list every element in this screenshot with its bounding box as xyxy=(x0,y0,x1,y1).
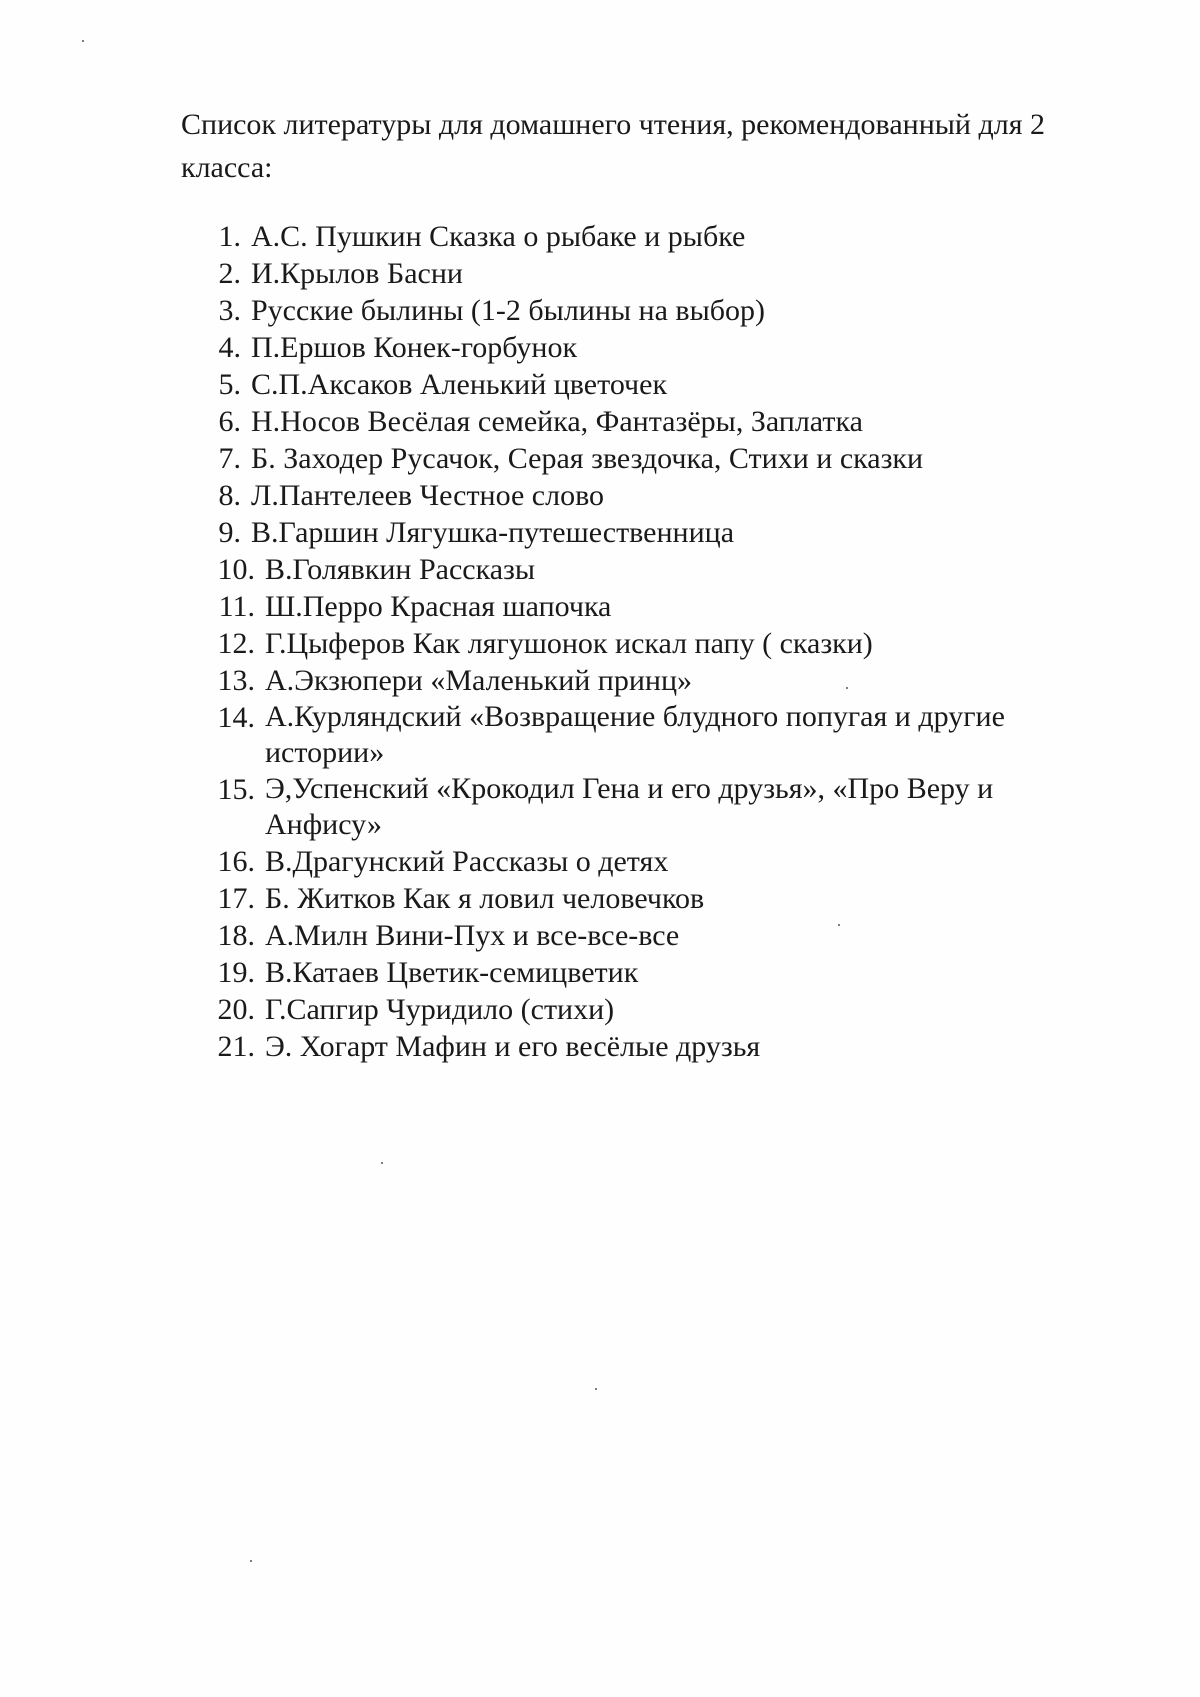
list-item xyxy=(205,954,1105,991)
scan-speck xyxy=(838,924,840,926)
item-number: 19. xyxy=(217,956,255,989)
list-item xyxy=(205,477,1105,514)
item-text: А.Милн Вини-Пух и все-все-все xyxy=(265,919,680,952)
item-text: А.Экзюпери «Маленький принц» xyxy=(265,664,693,697)
item-text: С.П.Аксаков Аленький цветочек xyxy=(251,368,668,401)
list-item xyxy=(205,843,1105,880)
item-number: 2. xyxy=(218,257,241,290)
item-text: Л.Пантелеев Честное слово xyxy=(251,479,605,512)
list-item xyxy=(205,1028,1105,1065)
list-item xyxy=(205,880,1105,917)
item-number: 6. xyxy=(218,405,241,438)
item-number: 3. xyxy=(218,294,241,327)
item-text: В.Голявкин Рассказы xyxy=(265,553,536,586)
item-number: 16. xyxy=(217,845,255,878)
item-text: Б. Житков Как я ловил человечков xyxy=(265,882,705,915)
item-number: 21. xyxy=(217,1030,255,1063)
scan-speck xyxy=(846,687,848,689)
item-text: Ш.Перро Красная шапочка xyxy=(265,590,612,623)
item-text: Г.Цыферов Как лягушонок искал папу ( сказки) xyxy=(265,627,873,660)
reading-list xyxy=(205,218,1105,1065)
item-number: 12. xyxy=(217,627,255,660)
list-item xyxy=(205,551,1105,588)
item-number: 17. xyxy=(217,882,255,915)
list-item xyxy=(205,218,1105,255)
item-text: Э,Успенский «Крокодил Гена и его друзья», «Про Веру и Анфису» xyxy=(265,772,994,841)
item-text: В.Катаев Цветик-семицветик xyxy=(265,956,639,989)
item-number: 8. xyxy=(218,479,241,512)
item-text: А.С. Пушкин Сказка о рыбаке и рыбке xyxy=(251,220,746,253)
item-number: 10. xyxy=(217,553,255,586)
item-number: 20. xyxy=(217,993,255,1026)
item-number: 9. xyxy=(218,516,241,549)
list-item xyxy=(205,991,1105,1028)
document-intro: Список литературы для домашнего чтения, рекомендованный для 2 класса: xyxy=(181,108,1045,184)
item-text: А.Курляндский «Возвращение блудного попугая и другие истории» xyxy=(265,700,1005,769)
list-item xyxy=(205,292,1105,329)
list-item xyxy=(205,917,1105,954)
item-number: 18. xyxy=(217,919,255,952)
item-number: 11. xyxy=(218,590,255,623)
scan-speck xyxy=(250,1560,252,1562)
item-text: Г.Сапгир Чуридило (стихи) xyxy=(265,993,615,1026)
list-item xyxy=(205,514,1105,551)
list-item xyxy=(205,366,1105,403)
item-number: 4. xyxy=(218,331,241,364)
scan-speck xyxy=(595,1388,597,1390)
item-number: 13. xyxy=(217,664,255,697)
item-number: 14. xyxy=(217,701,255,734)
list-item xyxy=(205,662,1105,699)
list-item xyxy=(205,255,1105,292)
item-text: В.Драгунский Рассказы о детях xyxy=(265,845,669,878)
item-number: 7. xyxy=(218,442,241,475)
list-item xyxy=(205,588,1105,625)
item-text: И.Крылов Басни xyxy=(251,257,463,290)
item-text: Н.Носов Весёлая семейка, Фантазёры, Заплатка xyxy=(251,405,863,438)
list-item xyxy=(205,403,1105,440)
item-text: Русские былины (1-2 былины на выбор) xyxy=(251,294,765,327)
item-number: 15. xyxy=(217,773,255,806)
list-item xyxy=(205,625,1105,662)
list-item xyxy=(205,699,1105,771)
list-item xyxy=(205,771,1105,843)
list-item xyxy=(205,440,1105,477)
item-text: П.Ершов Конек-горбунок xyxy=(251,331,578,364)
item-text: Б. Заходер Русачок, Серая звездочка, Стихи и сказки xyxy=(251,442,924,475)
item-text: В.Гаршин Лягушка-путешественница xyxy=(251,516,735,549)
item-text: Э. Хогарт Мафин и его весёлые друзья xyxy=(265,1030,761,1063)
scan-speck xyxy=(381,1162,383,1164)
list-item xyxy=(205,329,1105,366)
scan-speck xyxy=(82,40,84,42)
item-number: 5. xyxy=(218,368,241,401)
item-number: 1. xyxy=(218,220,241,253)
